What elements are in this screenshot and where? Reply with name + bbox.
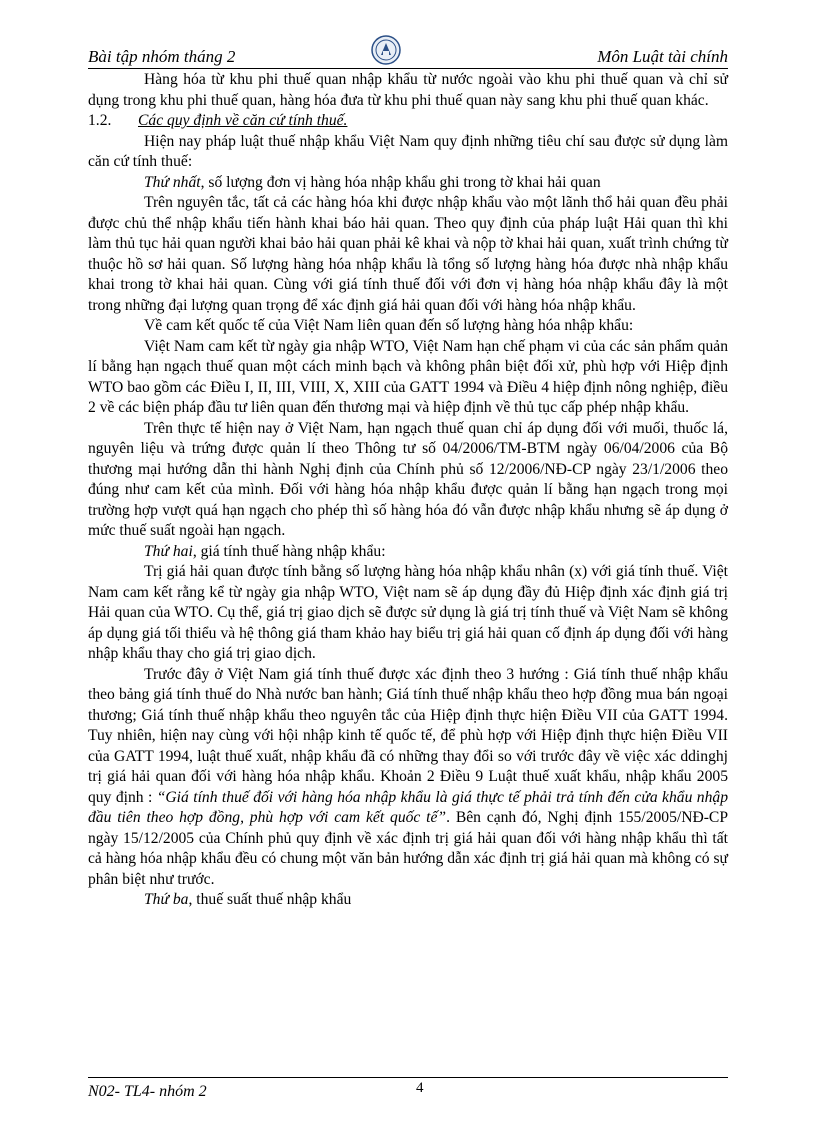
paragraph bbox=[88, 173, 728, 194]
page-number: 4 bbox=[416, 1080, 424, 1096]
header-rule bbox=[88, 68, 728, 69]
emphasis: Thứ ba bbox=[144, 891, 189, 908]
paragraph-text: , thuế suất thuế nhập khẩu bbox=[188, 891, 352, 908]
emphasis: Thứ hai bbox=[144, 542, 193, 560]
emphasis: Thứ nhất bbox=[144, 173, 201, 191]
paragraph bbox=[88, 665, 728, 891]
document-body bbox=[88, 70, 728, 911]
paragraph: Trên nguyên tắc, tất cả các hàng hóa khi được nhập khẩu vào một lãnh thổ hải quan đều phải được chủ thể nhập khẩu tiến hành khai báo hải quan. Theo quy định của pháp luật Hải quan thì khi làm thủ tục hải quan người khai bảo hải quan phải kê khai và nộp tờ khai hải quan, xuất trình chứng từ thuộc hồ sơ hải quan. Số lượng hàng hóa nhập khẩu là tổng số lượng hàng hóa được nhà nhập khẩu khai trong tờ khai hải quan. Cùng với giá tính thuế đối với đơn vị hàng hóa nhập khẩu đây là một trong những đại lượng quan trọng để xác định giá hải quan đối với hàng hóa nhập khẩu. bbox=[88, 194, 728, 314]
paragraph: Hiện nay pháp luật thuế nhập khẩu Việt Nam quy định những tiêu chí sau được sử dụng làm căn cứ tính thuế: bbox=[88, 132, 728, 170]
paragraph-text: , số lượng đơn vị hàng hóa nhập khẩu ghi trong tờ khai hải quan bbox=[200, 173, 601, 191]
footer-rule bbox=[88, 1077, 728, 1078]
paragraph: Trị giá hải quan được tính bằng số lượng hàng hóa nhập khẩu nhân (x) với giá tính thuế. Việt Nam cam kết rằng kể từ ngày gia nhập WTO, Việt nam sẽ áp dụng đầy đủ Hiệp định xác định giá trị Hải quan của WTO. Cụ thể, giá trị giao dịch sẽ được sử dụng là giá trị tính thuế và Việt Nam sẽ không áp dụng giá tối thiểu và hệ thông giá tham khảo hay biểu trị giá hải quan cố định áp dụng đối với hàng nhập khẩu thay cho giá trị giao dịch. bbox=[88, 563, 728, 662]
quote: “Giá tính thuế đối với hàng hóa nhập khẩu là giá thực tế phải trả tính đến cửa khẩu nhập đầu tiên theo hợp đồng, phù hợp với cam kết quốc tế” bbox=[88, 788, 728, 826]
paragraph: Hàng hóa từ khu phi thuế quan nhập khẩu từ nước ngoài vào khu phi thuế quan và chỉ sử dụng trong khu phi thuế quan, hàng hóa đưa từ khu phi thuế quan này sang khu phi thuế quan khác. bbox=[88, 71, 728, 109]
paragraph-text: . Bên cạnh đó, Nghị định 155/2005/NĐ-CP ngày 15/12/2005 của Chính phủ quy định về xác định trị giá hải quan đối với hàng nhập khẩu thì tất cả hàng hóa nhập khẩu đều có chung một văn bản hướng dẫn xác định trị giá hải quan mà không có sự phân biệt như trước. bbox=[88, 809, 728, 888]
page-header bbox=[88, 47, 728, 69]
paragraph: Việt Nam cam kết từ ngày gia nhập WTO, Việt Nam hạn chế phạm vi của các sản phẩm quản lí bằng hạn ngạch thuế quan một cách minh bạch và không phân biệt đối xử, phù hợp với Hiệp định WTO bao gồm các Điều I, II, III, VIII, X, XIII của GATT 1994 và Điều 4 hiệp định nông nghiệp, điều 2 về các biện pháp đầu tư liên quan đến thương mại và hiệp định về thủ tục cấp phép nhập khẩu. bbox=[88, 337, 728, 416]
header-left: Bài tập nhóm tháng 2 bbox=[88, 47, 236, 66]
paragraph-text: , giá tính thuế hàng nhập khẩu: bbox=[192, 542, 386, 560]
section-heading bbox=[88, 111, 728, 132]
paragraph: Trên thực tế hiện nay ở Việt Nam, hạn ngạch thuế quan chỉ áp dụng đối với muối, thuốc lá, nguyên liệu và trứng được quản lí theo Thông tư số 04/2006/TM-BTM ngày 06/04/2006 của Bộ thương mại hướng dẫn thi hành Nghị định của Chính phủ số 12/2006/NĐ-CP ngày 23/1/2006 theo đúng như cam kết của mình. Đối với hàng hóa nhập khẩu được quản lí bằng hạn ngạch trong mọi trường hợp vượt quá hạn ngạch cho phép thì số hàng hóa đó vẫn được nhập khẩu nhưng sẽ áp dụng ở mức thuế suất ngoài hạn ngạch. bbox=[88, 419, 728, 539]
footer-left: N02- TL4- nhóm 2 bbox=[88, 1083, 207, 1100]
section-title: Các quy định về căn cứ tính thuế. bbox=[138, 112, 348, 129]
header-right: Môn Luật tài chính bbox=[597, 47, 728, 66]
paragraph bbox=[88, 890, 728, 911]
paragraph: Về cam kết quốc tế của Việt Nam liên quan đến số lượng hàng hóa nhập khẩu: bbox=[144, 317, 634, 334]
emblem-logo bbox=[370, 34, 402, 66]
paragraph-text: Trước đây ở Việt Nam giá tính thuế được xác định theo 3 hướng : Giá tính thuế nhập khẩu theo bảng giá tính thuế do Nhà nước ban hành; Giá tính thuế nhập khẩu theo hợp đồng mua bán ngoại thương; Giá tính thuế nhập khẩu theo nguyên tắc của Hiệp định thực hiện Điều VII của GATT 1994. Tuy nhiên, hiện nay cùng với hội nhập kinh tế quốc tế, để phù hợp với Hiệp định thực hiện Điều VII của GATT 1994, luật thuế xuất, nhập khẩu đã có những thay đổi so với trước đây về việc xác ddinghj trị giá hải quan đối với hàng hóa nhập khẩu. Khoản 2 Điều 9 Luật thuế xuất khẩu, nhập khẩu 2005 quy định : bbox=[88, 665, 728, 806]
section-number: 1.2. bbox=[88, 112, 112, 129]
paragraph bbox=[88, 542, 728, 563]
